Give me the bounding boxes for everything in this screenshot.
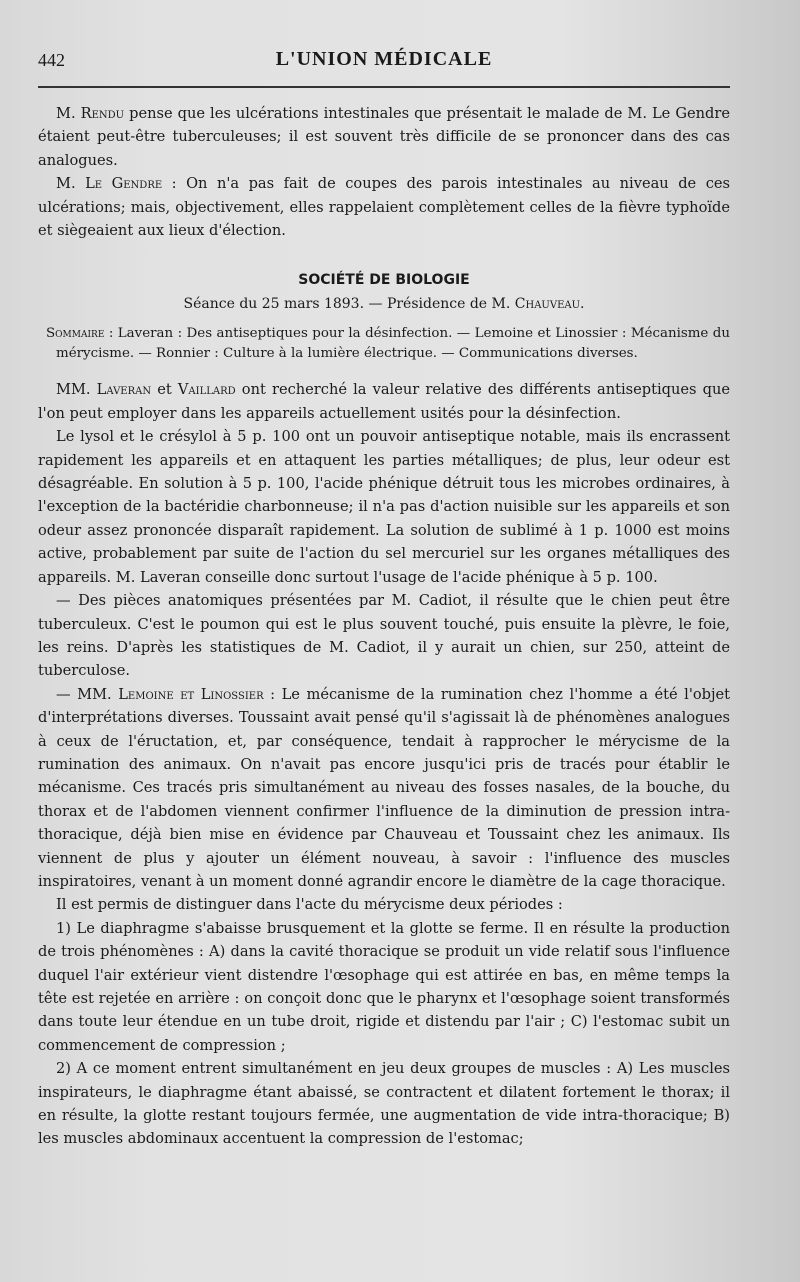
p3-and: et [151,381,178,399]
paragraph-periodes: Il est permis de distinguer dans l'acte du mérycisme deux périodes : [56,896,563,914]
paragraph-text: : Le mécanisme de la rumination chez l'homme a été l'objet d'interprétations diverses. Toussaint avait pensé qu'il s'agissait là de phénomènes analogues à ceux de l'éructation, et, par conséquence, tendait à rapprocher le mérycisme de la rumination des animaux. On n'avait pas encore jusqu'ici pris de tracés pour établir le mécanisme. Ces tracés pris simultanément au niveau des fosses nasales, de la bouche, du thorax et de l'abdomen viennent confirmer l'influence de la diminution de pression intra-thoracique, déjà bien mise en évidence par Chauveau et Toussaint chez les animaux. Ils viennent de plus y ajouter un élément nouveau, à savoir : l'influence des muscles inspiratoires, venant à un moment donné agrandir encore le diamètre de la cage thoracique. [38,685,730,890]
paragraph-rendu [38,102,730,172]
author-laveran: Laveran [96,381,152,399]
paragraph-text: : On n'a pas fait de coupes des parois intestinales au niveau de ces ulcérations; mais, objectivement, elles rappelaient complètement celles de la fièvre typhoïde et siègeaient aux lieux d'élection. [38,175,730,240]
page-number: 442 [38,50,65,70]
summary-label: Sommaire [46,326,105,342]
paragraph-lysol: Le lysol et le crésylol à 5 p. 100 ont un pouvoir antiseptique notable, mais ils encrassent rapidement les appareils et en attaquent les parties métalliques; de plus, leur odeur est désagréable. En solution à 5 p. 100, l'acide phénique détruit tous les microbes ordinaires, à l'exception de la bactéridie charbonneuse; il n'a pas d'action nuisible sur les appareils et son odeur assez prononcée disparaît rapidement. La solution de sublimé à 1 p. 1000 est moins active, probablement par suite de l'action du sel mercuriel sur les organes métalliques des appareils. M. Laveran conseille donc surtout l'usage de l'acide phénique à 5 p. 100. [38,428,730,586]
summary [38,324,730,364]
session-line [38,296,730,312]
section-title: SOCIÉTÉ DE BIOLOGIE [298,272,470,289]
paragraph-period-2: 2) A ce moment entrent simultanément en jeu deux groupes de muscles : A) Les muscles inspirateurs, le diaphragme étant abaissé, se contractent et dilatent fortement le thorax; il en résulte, la glotte restant toujours fermée, une augmentation de vide intra-thoracique; B) les muscles abdominaux accentuent la compression de l'estomac; [38,1060,730,1148]
header-rule [38,86,730,88]
paragraph-text: pense que les ulcérations intestinales que présentait le malade de M. Le Gendre étaient peut-être tuberculeuses; il est souvent très difficile de se prononcer dans des cas analogues. [38,105,730,169]
paragraph-le-gendre [38,172,730,242]
running-head [38,40,730,80]
paragraph-lemoine-linossier [38,683,730,894]
p3-prefix: MM. [56,381,97,399]
author-vaillard: Vaillard [177,381,236,399]
summary-text: : Laveran : Des antiseptiques pour la désinfection. — Lemoine et Linossier : Mécanisme du mérycisme. — Ronnier : Culture à la lumière électrique. — Communications diverses. [56,326,730,362]
speaker-name: M. Le Gendre [56,175,163,193]
authors-lemoine-linossier: Lemoine et Linossier [118,685,264,703]
session-prefix: Séance du 25 mars 1893. — Présidence de M. [183,296,515,313]
paragraph-cadiot: — Des pièces anatomiques présentées par M. Cadiot, il résulte que le chien peut être tuberculeux. C'est le poumon qui est le plus souvent touché, puis ensuite la plèvre, le foie, les reins. D'après les statistiques de M. Cadiot, il y aurait un chien, sur 250, atteint de tuberculose. [38,592,730,680]
p6-prefix: — MM. [56,685,119,703]
journal-title: L'UNION MÉDICALE [275,48,493,70]
paragraph-period-1: 1) Le diaphragme s'abaisse brusquement et la glotte se ferme. Il en résulte la production de trois phénomènes : A) dans la cavité thoracique se produit un vide relatif sous l'influence duquel l'air extérieur vient distendre l'œsophage qui est attirée en bas, en même temps la tête est rejetée en arrière : on conçoit donc que le pharynx et l'œsophage soient transformés dans toute leur étendue en un tube droit, rigide et distendu par l'air ; C) l'estomac subit un commencement de compression ; [38,919,730,1054]
paragraph-text: ont recherché la valeur relative des différents antiseptiques que l'on peut employer dans les appareils actuellement usités pour la désinfection. [38,381,731,422]
speaker-name: M. Rendu [56,105,125,122]
paragraph-laveran [38,378,730,425]
session-president: Chauveau. [514,296,585,313]
